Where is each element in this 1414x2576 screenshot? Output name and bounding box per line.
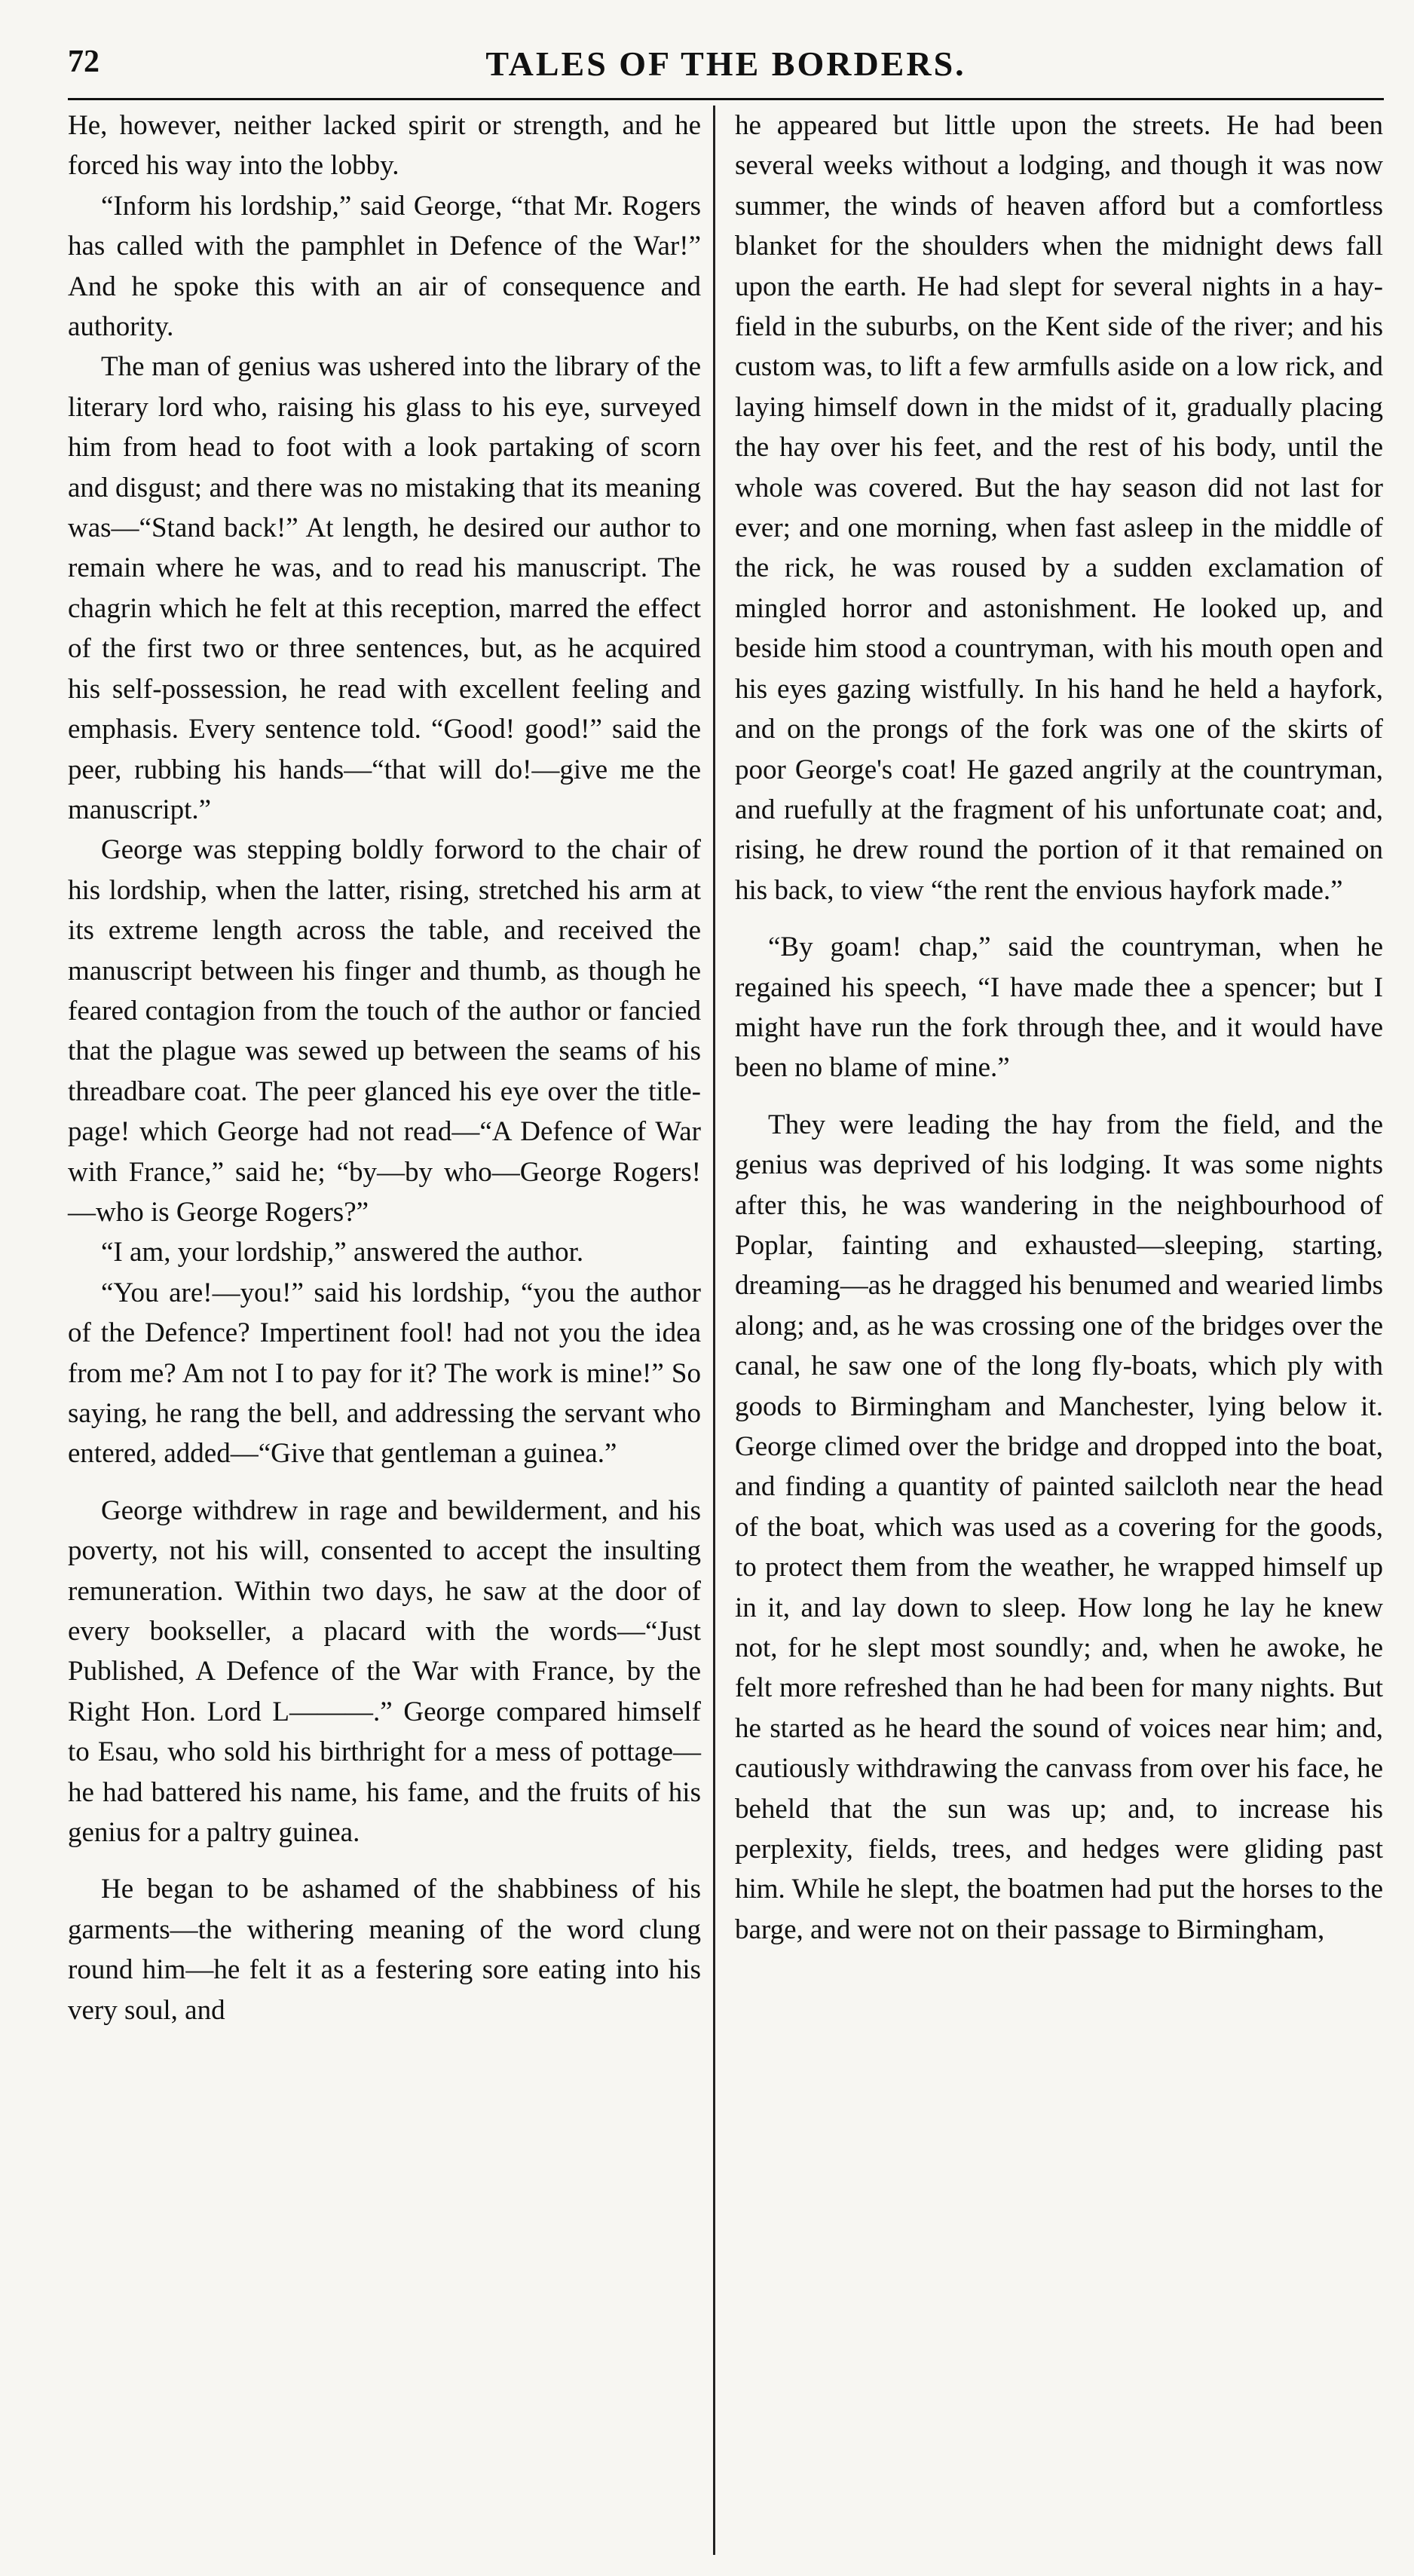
paragraph: he appeared but little upon the streets. He had been several weeks without a lodging, and though it was now summer, the winds of heaven afford but a comfortless blanket for the shoulders when the midnight dews fall upon the earth. He had slept for several nights in a hay-field in the suburbs, on the Kent side of the river; and his custom was, to lift a few armfulls aside on a low rick, and laying himself down in the midst of it, gradually placing the hay over his feet, and the rest of his body, until the whole was covered. But the hay season did not last for ever; and one morning, when fast asleep in the middle of the rick, he was roused by a sudden exclamation of mingled horror and astonishment. He looked up, and beside him stood a countryman, with his mouth open and his eyes gazing wistfully. In his hand he held a hayfork, and on the prongs of the fork was one of the skirts of poor George's coat! He gazed angrily at the countryman, and ruefully at the fragment of his unfortunate coat; and, rising, he drew round the portion of it that remained on his back, to view “the rent the envious hayfork made.” — [735, 110, 1383, 906]
paragraph: “Inform his lordship,” said George, “that Mr. Rogers has called with the pamphlet in Defence of the War!” And he spoke this with an air of consequence and authority. — [68, 190, 701, 343]
paragraph: George was stepping boldly forword to the chair of his lordship, when the latter, rising, stretched his arm at its extreme length across the table, and received the manuscript between his finger and thumb, as though he feared contagion from the touch of the author or fancied that the plague was sewed up between the seams of his threadbare coat. The peer glanced his eye over the title-page! which George had not read—“A Defence of War with France,” said he; “by—by who—George Rogers!—who is George Rogers?” — [68, 834, 701, 1228]
paragraph: “I am, your lordship,” answered the author. — [101, 1237, 584, 1268]
paragraph: “By goam! chap,” said the countryman, when he regained his speech, “I have made thee a spencer; but I might have run the fork through thee, and it would have been no blame of mine.” — [735, 932, 1383, 1084]
page-header — [68, 44, 1384, 96]
paragraph: “You are!—you!” said his lordship, “you the author of the Defence? Impertinent fool! had not you the idea from me? Am not I to pay for it? The work is mine!” So saying, he rang the bell, and addressing the servant who entered, added—“Give that gentleman a guinea.” — [68, 1277, 701, 1470]
left-column — [68, 106, 701, 2030]
paragraph: The man of genius was ushered into the library of the literary lord who, raising his glass to his eye, surveyed him from head to foot with a look partaking of scorn and disgust; and there was no mistaking that its meaning was—“Stand back!” At length, he desired our author to remain where he was, and to read his manuscript. The chagrin which he felt at this reception, marred the effect of the first two or three sentences, but, as he acquired his self-possession, he read with excellent feeling and emphasis. Every sentence told. “Good! good!” said the peer, rubbing his hands—“that will do!—give me the manuscript.” — [68, 351, 701, 825]
paragraph: They were leading the hay from the field, and the genius was deprived of his lodging. It was some nights after this, he was wandering in the neighbourhood of Poplar, fainting and exhausted—sleeping, starting, dreaming—as he dragged his benumed and wearied limbs along; and, as he was crossing one of the bridges over the canal, he saw one of the long fly-boats, which ply with goods to Birmingham and Manchester, lying below it. George climed over the bridge and dropped into the boat, and finding a quantity of painted sailcloth near the head of the boat, which was used as a covering for the goods, to protect them from the weather, he wrapped himself up in it, and lay down to sleep. How long he lay he knew not, for he slept most soundly; and, when he awoke, he felt more refreshed than he had been for many nights. But he started as he heard the sound of voices near him; and, cautiously withdrawing the canvass from over his face, he beheld that the sun was up; and, to increase his perplexity, fields, trees, and hedges were gliding past him. While he slept, the boatmen had put the horses to the barge, and were not on their passage to Birmingham, — [735, 1109, 1383, 1945]
paragraph: He, however, neither lacked spirit or strength, and he forced his way into the lobby. — [68, 110, 701, 182]
paragraph: George withdrew in rage and bewilderment, and his poverty, not his will, consented to accept the insulting remuneration. Within two days, he saw at the door of every bookseller, a placard with the words—“Just Published, A Defence of the War with France, by the Right Hon. Lord L———.” George compared himself to Esau, who sold his birthright for a mess of pottage—he had battered his name, his fame, and the fruits of his genius for a paltry guinea. — [68, 1495, 701, 1849]
right-column — [735, 106, 1383, 1950]
running-title: TALES OF THE BORDERS. — [485, 44, 966, 83]
paragraph: He began to be ashamed of the shabbiness of his garments—the withering meaning of the word clung round him—he felt it as a festering sore eating into his very soul, and — [68, 1874, 701, 2026]
header-rule — [68, 98, 1384, 100]
column-divider — [713, 106, 715, 2555]
page-number: 72 — [68, 44, 99, 79]
